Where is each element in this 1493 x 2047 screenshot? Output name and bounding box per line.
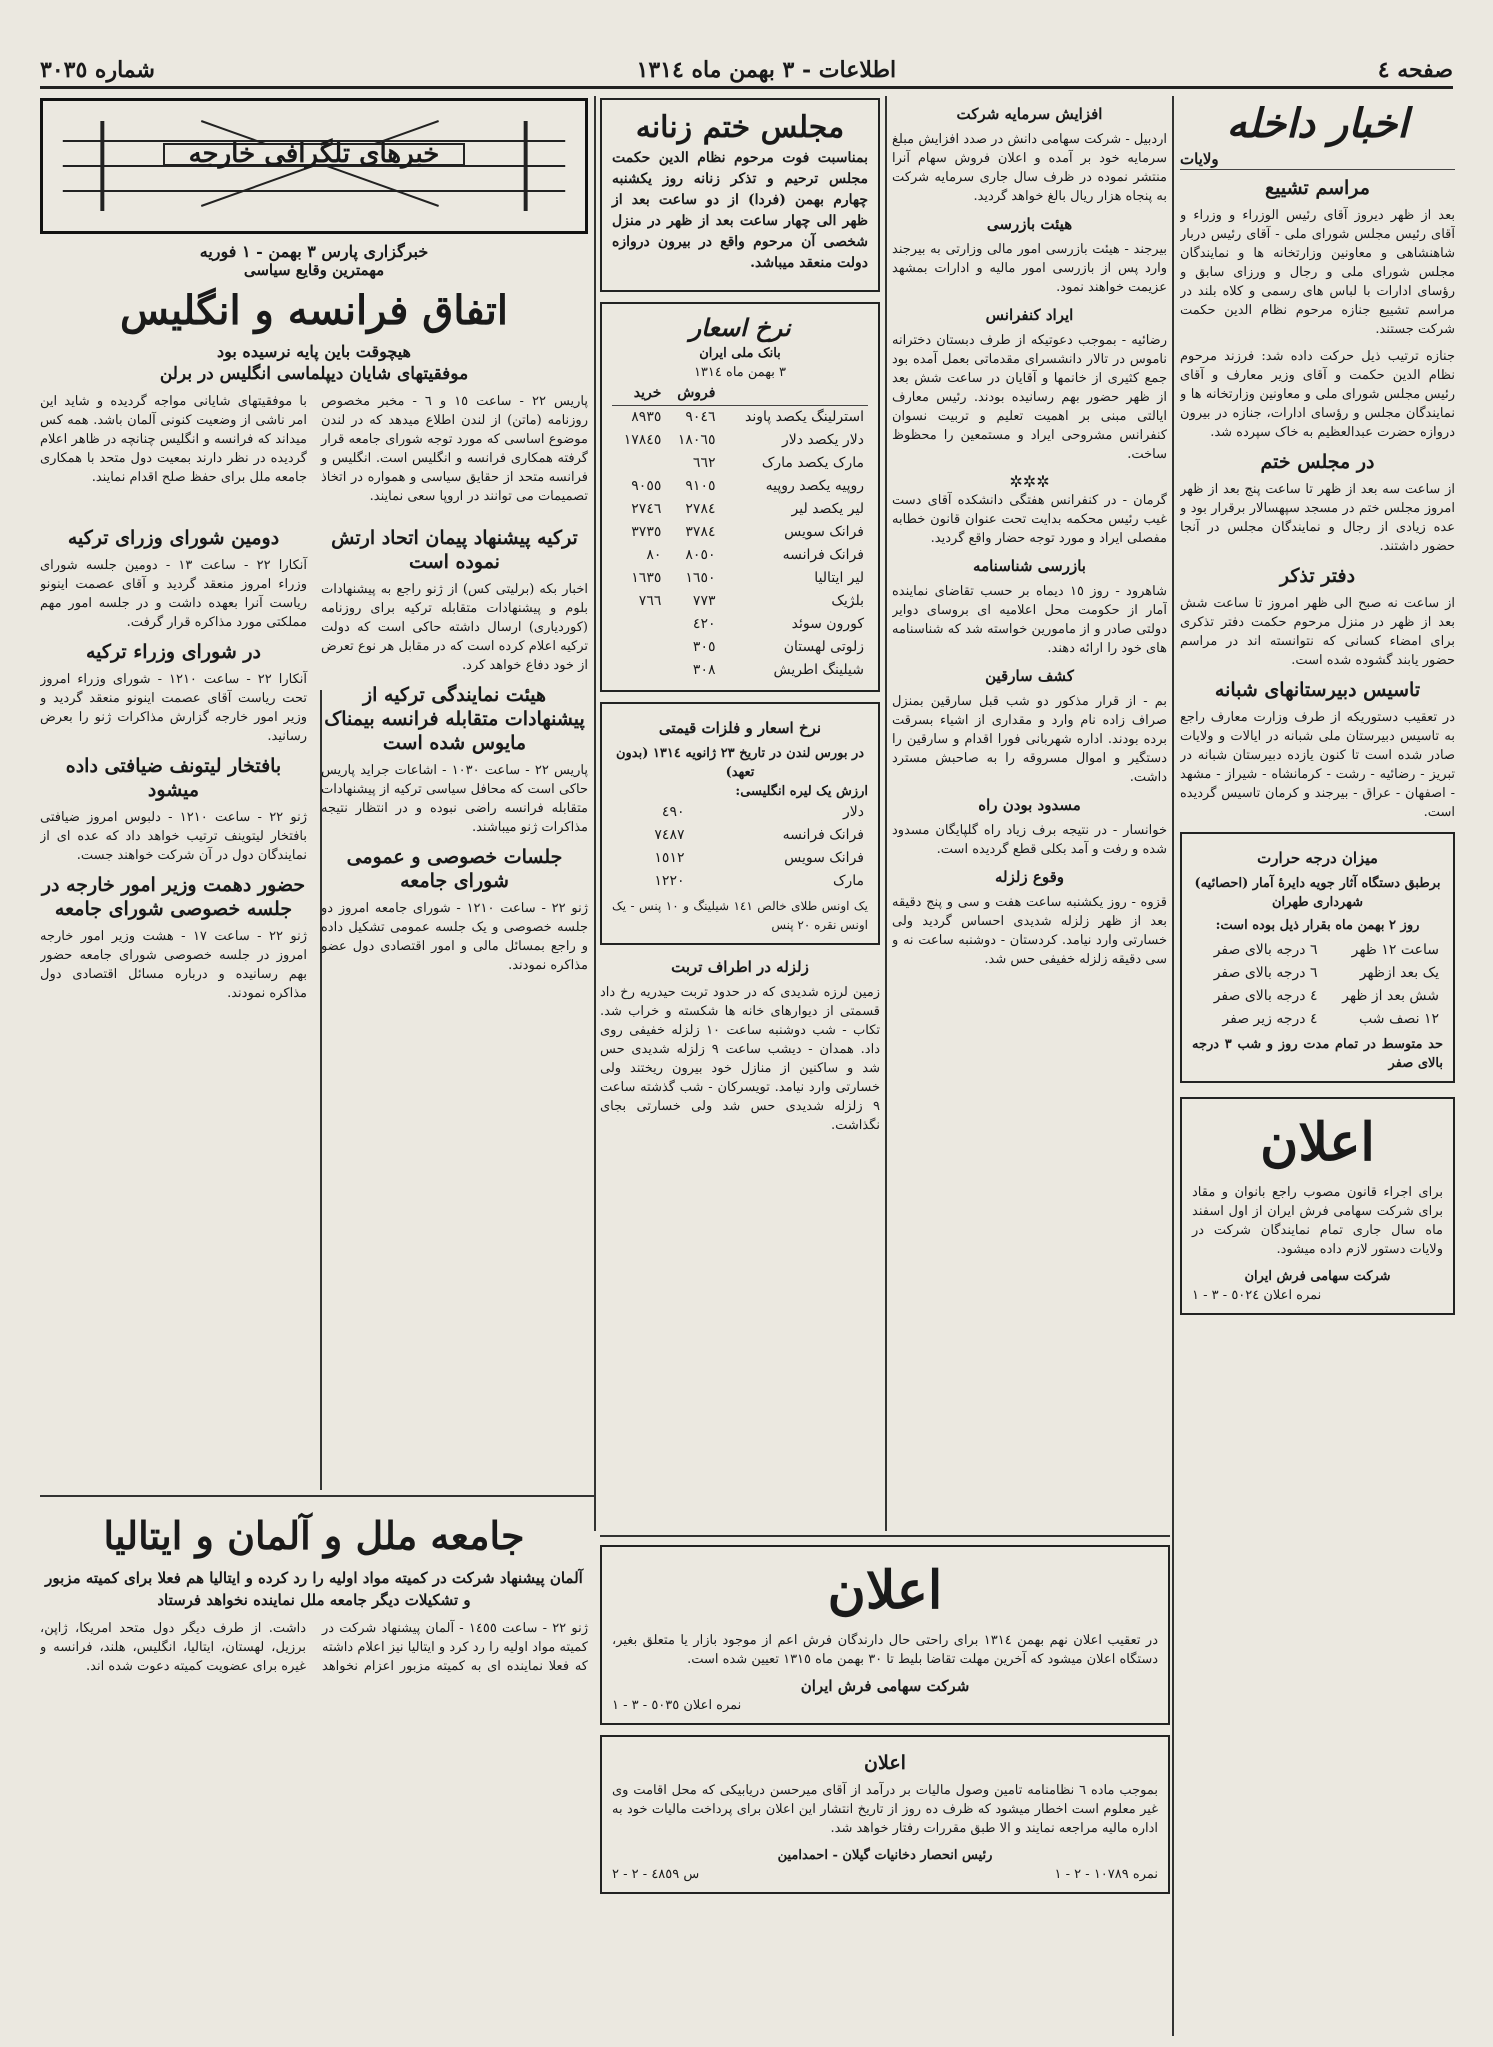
separator-stars: ✲✲✲: [1009, 472, 1050, 491]
weather-average: حد متوسط در تمام مدت روز و شب ٣ درجه بالای صفر: [1192, 1037, 1443, 1071]
khatm-title: در مجلس ختم: [1260, 451, 1375, 473]
main-ad-title: اعلان: [827, 1560, 943, 1621]
provinces-column: [892, 98, 1167, 1528]
table-row: [612, 824, 868, 847]
lead-body-2: با موفقیتهای شایانی مواجه گردیده و شاید این امر ناشی از وضعیت کنونی آلمان باشد. همه کس میداند که فرانسه و انگلیس چنانچه در ظاهر اعلام گردیده در نظر دارند بمعیت دول متحد با همکاری جامعه ملل برای حفظ صلح اقدام نمایند.: [40, 394, 307, 485]
table-cell-buy: [612, 452, 665, 475]
domestic-ad-signature: شرکت سهامی فرش ایران: [1244, 1269, 1391, 1284]
second-ad-number: نمره ١٠٧٨٩ - ٢ - ١: [1054, 1867, 1158, 1882]
table-row: [612, 475, 868, 498]
ministers-title: دومین شورای وزرای ترکیه: [67, 527, 280, 549]
table-cell-name: دلار یکصد دلار: [782, 432, 864, 448]
lead-columns: [40, 392, 588, 514]
gold-title: نرخ اسعار و فلزات قیمتی: [658, 719, 822, 737]
metals-body: شاهرود - روز ١٥ دیماه بر حسب تقاضای نماینده آمار از حکومت محل اعلامیه ای بروسای دوایر دولتی صادر و از مامورین خواسته شد که شناسنامه های خود را ارائه دهند.: [892, 584, 1167, 656]
table-cell-name: فرانک فرانسه: [782, 827, 864, 843]
main-ad-body: در تعقیب اعلان نهم بهمن ١٣١٤ برای راحتی حال دارندگان فرش اعم از موجود بازار یا متعلق بغیر، دستگاه اعلان میشود که آخرین مهلت تقاضا بلیط تا ٣٠ بهمن ماه ١٣١٥ تعیین شده است.: [612, 1633, 1159, 1667]
weather-label: ١٢ نصف شب: [1359, 1011, 1439, 1027]
delegation-body: پاریس ٢٢ - ساعت ١٠٣٠ - اشاعات جراید پاریس حاکی است که محافل سیاسی ترکیه از پیشنهادات متقابله فرانسه راضی نبوده و در انتظار نتیجه مذاکرات ژنو میباشند.: [321, 763, 588, 835]
weather-row: [1192, 1008, 1443, 1031]
table-cell-name: روپیه یکصد روپیه: [765, 478, 864, 494]
table-row: [612, 544, 868, 567]
rates-table: [612, 382, 868, 682]
table-cell-name: فرانک فرانسه: [782, 547, 864, 563]
domestic-ad-box: [1180, 1097, 1455, 1315]
table-cell-sell: ١٦٥٠: [685, 570, 716, 586]
foreign-section-title: خبرهای تلگرافی خارجه: [163, 143, 465, 166]
metals-title: بازرسی شناسنامه: [973, 557, 1086, 575]
table-row: [612, 659, 868, 682]
memorial-body: بمناسبت فوت مرحوم نظام الدین حکمت مجلس ترحیم و تذکر زنانه روز یکشنبه چهارم بهمن (فردا) از دو ساعت بعد از ظهر الی چهار ساعت بعد از ظهر در منزل شخصی آن مرحوم واقع در بیرون دروازه دولت منعقد میباشد.: [612, 150, 868, 271]
table-cell-name: کورون سوئد: [791, 616, 864, 632]
table-cell-name: فرانک سویس: [784, 850, 864, 866]
table-row: [612, 847, 868, 870]
schools-title: تاسیس دبیرستانهای شبانه: [1214, 679, 1421, 701]
lead-col-left: [40, 392, 307, 514]
memorial-box: [600, 98, 880, 292]
table-cell-buy: [612, 636, 665, 659]
weather-value: ٤ درجه زیر صفر: [1222, 1011, 1318, 1027]
foreign-subheadline: هیچوقت باین پایه نرسیده بود: [217, 342, 411, 361]
table-cell-buy: ٢٧٤٦: [631, 501, 662, 517]
foreign-kicker: مهمترین وقایع سیاسی: [243, 261, 385, 279]
weather-label: شش بعد از ظهر: [1342, 988, 1439, 1004]
table-row: [612, 521, 868, 544]
provinces-label: ولایات: [1180, 150, 1455, 170]
section-rule: [600, 1535, 1170, 1537]
table-cell-name: زلوتی لهستان: [783, 639, 864, 655]
table-cell-name: شیلینگ اطریش: [773, 662, 864, 678]
table-cell-sell: ١٨٠٦٥: [677, 432, 716, 448]
commission-title: هیئت بازرسی: [986, 215, 1073, 233]
domestic-ad-body: برای اجراء قانون مصوب راجع بانوان و مقاد برای شرکت سهامی فرش ایران از اول اسفند ماه سال جاری تمام نمایندگان شرکت در ولایات دستور لازم داده میشود.: [1192, 1185, 1443, 1257]
foreign-news-logo: [40, 98, 588, 234]
lecture-body: رضائیه - بموجب دعوتیکه از طرف دبستان دخترانه ناموس در تالار دانشسرای مقدماتی بعمل آمده بود جمع کثیری از خانمها و آقایان در ساعت شش بعد از ظهر حضور بهم رسانیده بودند. رئیس معارف ایالتی مبنی بر اهمیت تعلیم و تربیت نسوان کنفرانس مشروحی ایراد و مستمعین را محظوظ ساخت.: [892, 333, 1167, 462]
table-cell-name: مارک یکصد مارک: [761, 455, 864, 471]
rates-date: ٣ بهمن ماه ١٣١٤: [693, 365, 787, 380]
table-cell-name: بلژیک: [831, 593, 864, 609]
attend-title: حضور دهمت وزیر امور خارجه در جلسه خصوصی شورای جامعه: [41, 874, 306, 920]
foreign-col-right: [321, 520, 588, 1011]
turkey-title: ترکیه پیشنهاد پیمان اتحاد ارتش نموده است: [331, 527, 578, 573]
capital-body: اردبیل - شرکت سهامی دانش در صدد افزایش مبلغ سرمایه خود بر آمده و اعلان فروش سهام آنرا منتشر نموده در ظرف سال جاری سرمایه شرکت به پنجاه هزار ریال بالغ خواهد گردید.: [892, 132, 1167, 204]
weather-label: یک بعد ازظهر: [1359, 965, 1439, 981]
table-cell-buy: ٣٧٣٥: [631, 524, 662, 540]
league-subtitle: آلمان پیشنهاد شرکت در کمیته مواد اولیه را رد کرده و ایتالیا هم فعلا برای کمیته مزبور و تشکیلات دیگر جامعه ملل نماینده نخواهد فرستاد: [45, 1569, 583, 1609]
weather-row: [1192, 962, 1443, 985]
sessions-body: ژنو ٢٢ - ساعت ١٢١٠ - شورای جامعه امروز دو جلسه خصوصی و یک جلسه عمومی تشکیل داده و راجع بمسائل مالی و امور اقتصادی دول عضو مذاکره نمودند.: [321, 901, 588, 973]
date-line: اطلاعات - ٣ بهمن ماه ١٣١٤: [636, 57, 897, 83]
rates-title: نرخ اسعار: [689, 313, 791, 342]
lead-body: پاریس ٢٢ - ساعت ١٥ و ٦ - مخبر مخصوص روزنامه (ماتن) از لندن اطلاع میدهد که در لندن موضوع اساسی که مورد توجه شورای جامعه قرار گرفته همکاری فرانسه و انگلیس است. انگلیس و فرانسه متحد از حقایق سیاسی و همواره در اتخاذ تصمیمات می توانند در اروپا سعی نمایند.: [321, 394, 588, 504]
table-cell-name: استرلینگ یکصد پاوند: [745, 409, 864, 425]
litvinov-body: ژنو ٢٢ - ساعت ١٢١٠ - دلبوس امروز ضیافتی بافتخار لیتوینف ترتیب خواهد داد که عده ای از نمایندگان دول در آن شرکت خواهند جست.: [40, 810, 307, 863]
weather-value: ٦ درجه بالای صفر: [1213, 942, 1318, 958]
column-rule: [1172, 96, 1174, 2036]
daftar-title: دفتر تذکر: [1279, 565, 1356, 587]
main-ad-number: نمره اعلان ٥٠٣٥ - ٣ - ١: [612, 1698, 742, 1713]
agency-line: خبرگزاری پارس ٣ بهمن - ١ فوریه: [199, 242, 429, 261]
funeral-body: بعد از ظهر دیروز آقای رئیس الوزراء و وزراء و آقای رئیس مجلس شورای ملی - آقای رئیس دربار شاهنشاهی و معاونین وزارتخانه ها و نمایندگان مجلس شورای ملی و رجال و ورزای سابق و رؤسای ادارات با لباس های رسمی و کلاه بلند در مراسم تشییع جنازه مرحوم نظام الدین حکمت شرکت جستند.: [1180, 208, 1455, 337]
khatm-body: از ساعت سه بعد از ظهر تا ساعت پنج بعد از ظهر امروز مجلس ختم در مسجد سپهسالار برقرار بود و عده زیادی از رجال و نمایندگان مجلس در آنجا حضور داشتند.: [1180, 482, 1455, 554]
second-ad-title: اعلان: [864, 1752, 906, 1774]
lecture-body-2: گرمان - در کنفرانس هفتگی دانشکده آقای دست غیب رئیس محکمه بدایت تحت عنوان قانون خطابه مفصلی ایراد و مورد توجه حضار واقع گردید.: [892, 493, 1167, 546]
gold-box: [600, 702, 880, 945]
table-row: [612, 406, 868, 430]
second-ad-footer: [612, 1865, 1158, 1884]
weather-value: ٤ درجه بالای صفر: [1213, 988, 1318, 1004]
table-cell-value: ٤٩٠: [661, 804, 685, 820]
table-cell-name: فرانک سویس: [784, 524, 864, 540]
weather-value: ٦ درجه بالای صفر: [1213, 965, 1318, 981]
table-cell-value: ١٢٢٠: [654, 873, 685, 889]
weather-subtitle: برطبق دستگاه آثار جویه دایرهٔ آمار (احصائیه) شهرداری طهران: [1194, 876, 1441, 910]
weather-box: [1180, 832, 1455, 1083]
table-cell-value: ٧٤٨٧: [654, 827, 685, 843]
weather-title: میزان درجه حرارت: [1257, 849, 1378, 867]
ministers2-body: آنکارا ٢٢ - ساعت ١٢١٠ - شورای وزراء امروز تحت ریاست آقای عصمت اینونو منعقد گردید و وزیر امور خارجه گزارش مذاکرات ژنو را بعرض رسانید.: [40, 672, 307, 744]
road-title: مسدود بودن راه: [978, 796, 1081, 814]
quake-title: وقوع زلزله: [994, 868, 1065, 886]
lead-col-right: [321, 392, 588, 514]
gold-subtitle: در بورس لندن در تاریخ ٢٣ ژانویه ١٣١٤ (بدون تعهد): [615, 746, 865, 780]
rates-header-row: [612, 382, 868, 406]
ministers-body: آنکارا ٢٢ - ساعت ١٣ - دومین جلسه شورای وزراء امروز منعقد گردید و آقای عصمت اینونو ریاست آنرا بعهده داشت و در جلسه امور مهم مملکتی مورد مذاکره قرار گرفت.: [40, 558, 307, 630]
table-cell-sell: ٩٠٤٦: [685, 409, 716, 425]
table-cell-sell: ٣٧٨٤: [685, 524, 716, 540]
rates-body: [612, 406, 868, 683]
table-cell-buy: ١٦٣٥: [631, 570, 662, 586]
weather-label: ساعت ١٢ ظهر: [1351, 942, 1439, 958]
table-row: [612, 498, 868, 521]
gold-body: [612, 801, 868, 893]
table-cell-name: مارک: [832, 873, 864, 889]
delegation-title: هیئت نمایندگی ترکیه از پیشنهادات متقابله فرانسه بیمناک مایوس شده است: [324, 684, 585, 754]
column-rule: [594, 96, 596, 1531]
gold-note: ارزش یک لیره انگلیسی:: [735, 784, 868, 799]
turkey-body: اخبار بکه (برلیتی کس) از ژنو راجع به پیشنهادات بلوم و پیشنهادات متقابله ترکیه برای روزنامه (کوردیاری) ارسال داشته حاکی است که دولت ترکیه اعلام کرده است که در مقابل هر نوع تعرض از خود دفاع خواهد کرد.: [321, 582, 588, 673]
center-column: [600, 98, 880, 1528]
table-row: [612, 636, 868, 659]
second-ad-box: [600, 1735, 1170, 1894]
capital-title: افزایش سرمایه شرکت: [956, 105, 1103, 123]
league-body: ژنو ٢٢ - ساعت ١٤٥٥ - آلمان پیشنهاد شرکت در کمیته مواد اولیه را رد کرد و ایتالیا نیز اعلام داشته که فعلا نماینده ای به کمیته مزبور اعزام نخواهد داشت. از طرف دیگر دول متحد امریکا، ژاپن، برزیل، لهستان، ایتالیا، انگلیس، هلند، فرانسه و غیره برای عضویت کمیته دعوت شده اند.: [40, 1621, 588, 1674]
main-ad-box: [600, 1545, 1170, 1725]
attend-body: ژنو ٢٢ - ساعت ١٧ - هشت وزیر امور خارجه امروز در جلسه خصوصی شورای جامعه حضور بهم رسانیده و درباره مسائل اقتصادی دول مذاکره نمودند.: [40, 929, 307, 1001]
table-cell-sell: ٣٠٨: [692, 662, 716, 678]
main-ad-signature: شرکت سهامی فرش ایران: [800, 1677, 970, 1695]
rates-header-buy: خرید: [612, 382, 665, 406]
table-cell-buy: ٨٠: [646, 547, 662, 563]
weather-table: [1192, 939, 1443, 1031]
table-cell-sell: ٩١٠٥: [685, 478, 716, 494]
rates-header-name: [719, 382, 868, 406]
table-cell-buy: [612, 613, 665, 636]
rates-header-sell: فروش: [665, 382, 719, 406]
second-ad-ref: س ٤٨٥٩ - ٢ - ٢: [612, 1867, 700, 1882]
table-cell-sell: ٤٢٠: [692, 616, 716, 632]
ministers2-title: در شورای وزراء ترکیه: [85, 641, 262, 663]
commission-body: بیرجند - هیئت بازرسی امور مالی وزارتی به بیرجند وارد پس از بازرسی امور مالیه و ادارات بمشهد عزیمت خواهند نمود.: [892, 242, 1167, 295]
table-cell-buy: ٨٩٣٥: [631, 409, 662, 425]
foreign-section: [40, 98, 588, 1488]
table-cell-sell: ٦٦٢: [692, 455, 716, 471]
table-row: [612, 870, 868, 893]
road-body: خوانسار - در نتیجه برف زیاد راه گلپایگان مسدود شده و رفت و آمد بکلی قطع گردیده است.: [892, 823, 1167, 857]
issue-label: شماره ٣٠٣٥: [40, 57, 155, 83]
table-row: [612, 567, 868, 590]
table-cell-buy: ٧٦٦: [638, 593, 662, 609]
litvinov-title: بافتخار لیتونف ضیافتی داده میشود: [65, 755, 282, 801]
weather-row: [1192, 939, 1443, 962]
center-quake-title: زلزله در اطراف تربت: [671, 958, 809, 976]
daftar-body: از ساعت نه صبح الی ظهر امروز تا ساعت شش بعد از ظهر در منزل مرحوم حکمت دفتر تذکری برای امضاء کسانی که نتوانسته اند در مراسم حضور یابند گشوده شده است.: [1180, 596, 1455, 668]
foreign-deck: موفقیتهای شایان دیپلماسی انگلیس در برلن: [159, 364, 469, 384]
schools-body: در تعقیب دستوریکه از طرف وزارت معارف راجع به تاسیس دبیرستان ملی شبانه در ایالات و ولایات صادر شده است تا کنون یازده دبیرستان شبانه در تبریز - رضائیه - رشت - کرمانشاه - شیراز - مشهد - اصفهان - عراق - بیرجند و کرمان تاسیس گردیده است.: [1180, 710, 1455, 820]
page-label: صفحه ٤: [1377, 57, 1453, 83]
league-story: [40, 1505, 588, 2025]
gold-table: [612, 801, 868, 893]
masthead: [40, 54, 1453, 89]
bottom-ads: [600, 1545, 1170, 2025]
table-cell-sell: ٧٧٣: [692, 593, 716, 609]
foreign-headline: اتفاق فرانسه و انگلیس: [119, 287, 508, 334]
table-row: [612, 452, 868, 475]
column-rule: [885, 96, 887, 1531]
table-cell-sell: ٣٠٥: [692, 639, 716, 655]
funeral-title: مراسم تشییع: [1265, 177, 1370, 199]
table-cell-buy: ٩٠٥٥: [631, 478, 662, 494]
table-row: [612, 590, 868, 613]
section-title-domestic: اخبار داخله: [1226, 100, 1409, 147]
table-cell-value: ١٥١٢: [654, 850, 685, 866]
table-row: [612, 801, 868, 824]
thieves-body: بم - از قرار مذکور دو شب قبل سارقین بمنزل صراف زاده نام وارد و مقداری از اشیاء بسرقت برده بودند. اداره شهربانی فورا اقدام و سارقین را دستگیر و اموال مسروقه را به صاحبش مسترد داشت.: [892, 694, 1167, 785]
rates-box: [600, 302, 880, 692]
section-rule: [40, 1495, 595, 1497]
domestic-ad-number: نمره اعلان ٥٠٢٤ - ٣ - ١: [1192, 1288, 1322, 1303]
lecture-title: ایراد کنفرانس: [985, 306, 1074, 324]
gold-footer: یک اونس طلای خالص ١٤١ شیلینگ و ١٠ پنس - یک اونس نقره ٢٠ پنس: [612, 899, 868, 932]
weather-day-line: روز ٢ بهمن ماه بقرار ذیل بوده است:: [1215, 918, 1420, 933]
memorial-title: مجلس ختم زنانه: [635, 110, 845, 145]
domestic-ad-title: اعلان: [1260, 1112, 1375, 1173]
table-cell-sell: ٢٧٨٤: [685, 501, 716, 517]
table-cell-sell: ٨٠٥٠: [685, 547, 716, 563]
foreign-columns: [40, 520, 588, 1011]
table-cell-name: لیر ایتالیا: [814, 570, 864, 586]
table-cell-buy: ١٧٨٤٥: [623, 432, 662, 448]
foreign-col-left: [40, 520, 307, 1011]
second-ad-signature: رئیس انحصار دخانیات گیلان - احمدامین: [777, 1848, 993, 1863]
sessions-title: جلسات خصوصی و عمومی شورای جامعه: [346, 846, 563, 892]
league-title: جامعه ملل و آلمان و ایتالیا: [103, 1513, 525, 1558]
weather-row: [1192, 985, 1443, 1008]
center-quake-body: زمین لرزه شدیدی که در حدود تربت حیدریه رخ داد قسمتی از دیوارهای خانه ها شکسته و خراب شد. تکاب - شب دوشنبه ساعت ١٠ زلزله خفیفی روی داد. همدان - دیشب ساعت ٩ زلزله شدیدی حس شد و ساکنین از منازل خود بیرون ریختند ولی خسارتی وارد نیامد. تویسرکان - شب گذشته ساعت ٩ زلزله شدیدی حس شد ولی خسارتی بجای نگذاشت.: [600, 985, 880, 1133]
thieves-title: کشف سارقین: [985, 667, 1074, 685]
domestic-column: [1180, 98, 1455, 2028]
rates-bank: بانک ملی ایران: [699, 346, 781, 361]
table-row: [612, 429, 868, 452]
table-cell-name: لیر یکصد لیر: [791, 501, 864, 517]
quake-body: قزوه - روز یکشنبه ساعت هفت و سی و پنج دقیقه بعد از ظهر زلزله شدیدی احساس گردید ولی خسارتی وارد نیامد. کردستان - دوشنبه ساعت نه و سی دقیقه زلزله خفیفی حس شد.: [892, 895, 1167, 967]
table-cell-buy: [612, 659, 665, 682]
table-cell-name: دلار: [843, 804, 864, 820]
second-ad-body: بموجب ماده ٦ نظامنامه تامین وصول مالیات بر درآمد از آقای میرحسن دریابیکی که محل اقامت وی غیر معلوم است اخطار میشود که ظرف ده روز از تاریخ انتشار این اعلان برای پرداخت مالیات خود به اداره مالیه مراجعه نمایند و الا طبق مقررات رفتار خواهد شد.: [612, 1783, 1158, 1836]
funeral-body-2: جنازه ترتیب ذیل حرکت داده شد: فرزند مرحوم نظام الدین حکمت و آقای وزیر معارف و آقای رئیس مجلس شورای ملی و معاونین وزارتخانه ها و نمایندگان مجلس و رؤسای ادارات، جنازه در بیرون دروازه حضرت عبدالعظیم به خاک سپرده شد.: [1180, 349, 1455, 440]
table-row: [612, 613, 868, 636]
